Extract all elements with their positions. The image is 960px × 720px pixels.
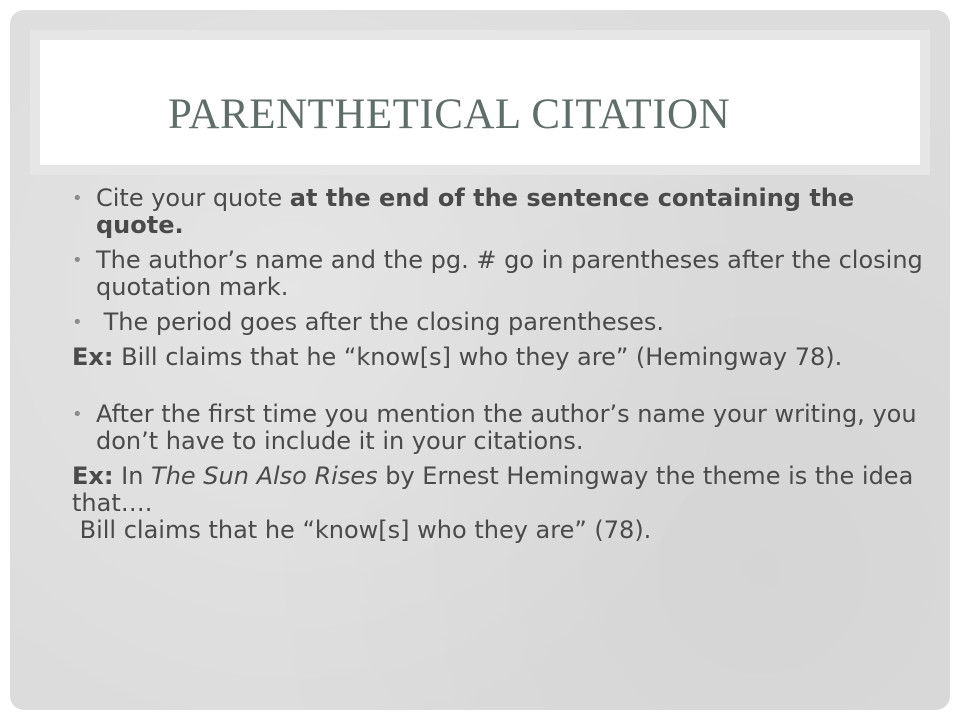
- bullet-item: [72, 247, 932, 301]
- spacer: [72, 379, 932, 401]
- example-text-line2: Bill claims that he “know[s] who they are” (78).: [72, 516, 652, 544]
- bullet-text: The period goes after the closing parentheses.: [96, 308, 665, 336]
- example-label: Ex:: [72, 343, 114, 371]
- title-box: [40, 40, 920, 165]
- title-band: [30, 30, 930, 175]
- bullet-dot: •: [72, 188, 83, 209]
- example-text-continued: by Ernest Hemingway the theme is the idea that….: [72, 462, 914, 517]
- bullet-text-end: .: [174, 211, 184, 239]
- slide-title: PARENTHETICAL CITATION: [168, 91, 731, 138]
- bullet-text: After the first time you mention the author’s name your writing, you don’t have to include it in your citations.: [96, 400, 917, 455]
- bullet-dot: •: [72, 312, 83, 333]
- book-title: The Sun Also Rises: [151, 462, 378, 490]
- example-label: Ex:: [72, 462, 114, 490]
- example-text: In: [113, 462, 152, 490]
- bullet-item: [72, 401, 932, 455]
- bullet-dot: •: [72, 250, 83, 271]
- slide: [10, 10, 950, 710]
- bullet-dot: •: [72, 404, 83, 425]
- bullet-text: The author’s name and the pg. # go in parentheses after the closing quotation mark.: [96, 246, 923, 301]
- example-text: Bill claims that he “know[s] who they are” (Hemingway 78).: [113, 343, 843, 371]
- bullet-text: Cite your quote: [96, 184, 290, 212]
- bullet-item: [72, 309, 932, 336]
- slide-content: [72, 185, 932, 552]
- bullet-text-bold: at the end of the sentence containing the quote: [96, 184, 855, 239]
- example-paragraph: [72, 344, 932, 371]
- example-paragraph: [72, 463, 932, 544]
- bullet-item: [72, 185, 932, 239]
